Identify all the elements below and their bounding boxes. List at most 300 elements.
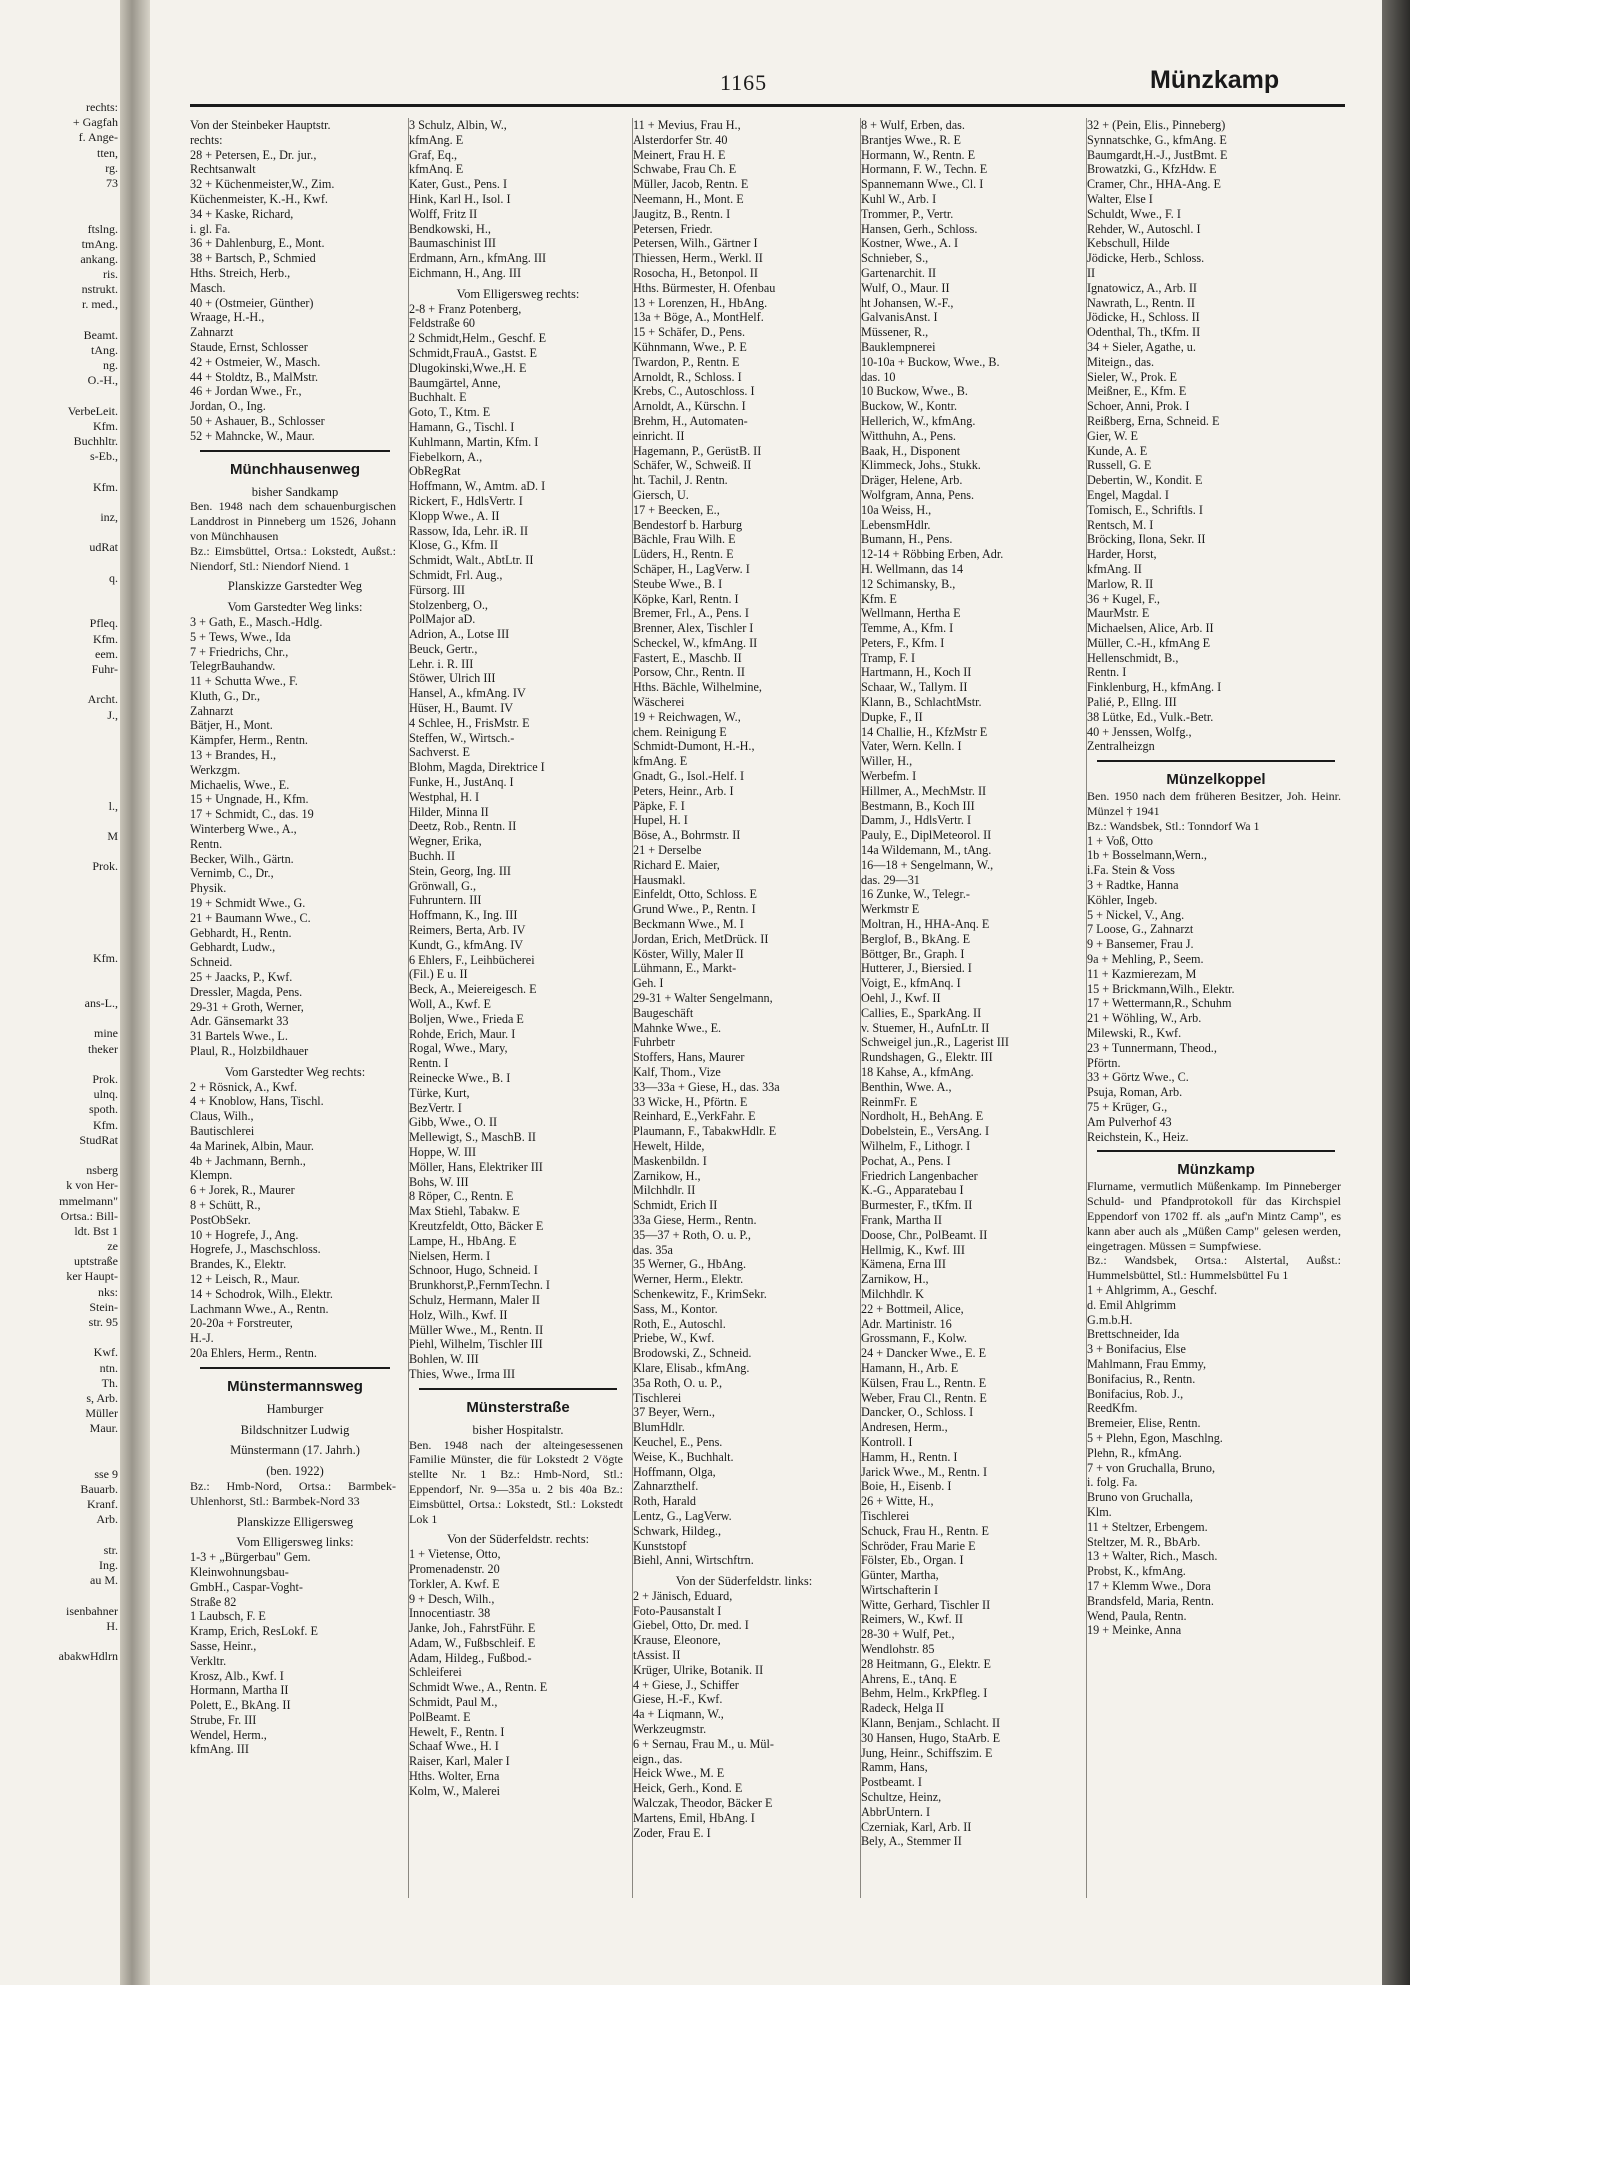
directory-entry: Kämena, Erna III	[861, 1257, 946, 1272]
facing-page-line: ldt. Bst 1	[74, 1223, 118, 1238]
directory-entry: Baumgärtel, Anne,	[409, 375, 501, 390]
facing-page-line	[0, 1330, 118, 1345]
directory-entry: Beckmann Wwe., M. I	[633, 917, 744, 932]
directory-entry: Dräger, Helene, Arb.	[861, 473, 963, 488]
facing-page-line: sse 9	[94, 1466, 118, 1481]
facing-page-line: + Gagfah	[72, 115, 118, 130]
street-heading: Münchhausenweg	[229, 460, 360, 478]
directory-entry: Kalf, Thom., Vize	[633, 1065, 721, 1079]
directory-entry: 52 + Mahncke, W., Maur.	[190, 428, 315, 443]
facing-page-line: Kfm.	[93, 631, 118, 646]
facing-page-line: r. med.,	[82, 297, 118, 312]
directory-entry: 40 + (Ostmeier, Günther)	[190, 295, 314, 310]
facing-page-line: J.,	[107, 707, 118, 722]
directory-entry: Tomisch, E., Schriftls. I	[1087, 502, 1203, 517]
directory-entry: Klare, Elisab., kfmAng.	[633, 1360, 750, 1375]
facing-page-line: nstrukt.	[81, 282, 118, 297]
facing-page-line: l.,	[108, 798, 118, 813]
directory-entry: Radeck, Helga II	[861, 1701, 944, 1716]
facing-page-line	[0, 981, 118, 996]
directory-entry: Müssener, R.,	[861, 325, 929, 340]
directory-entry: ReedKfm.	[1087, 1401, 1138, 1416]
directory-entry: 6 Ehlers, F., Leihbücherei	[409, 952, 535, 967]
directory-entry: Holz, Wilh., Kwf. II	[409, 1307, 508, 1322]
directory-entry: kfmAng. E	[633, 754, 688, 769]
directory-entry: Brehm, H., Automaten-	[633, 413, 748, 428]
directory-entry: Temme, A., Kfm. I	[861, 621, 954, 636]
directory-entry: Peters, F., Kfm. I	[861, 635, 945, 650]
directory-entry: Rehder, W., Autoschl. I	[1087, 221, 1201, 236]
directory-entry: 2-8 + Franz Potenberg,	[409, 301, 522, 316]
facing-page-line: uptstraße	[74, 1254, 118, 1269]
directory-entry: 17 + Beecken, E.,	[633, 502, 720, 517]
directory-entry: 16—18 + Sengelmann, W.,	[861, 857, 994, 872]
facing-page-line: rechts:	[86, 100, 118, 114]
directory-entry: 1 + Ahlgrimm, A., Geschf.	[1087, 1282, 1218, 1297]
directory-entry: Kater, Gust., Pens. I	[409, 177, 508, 192]
facing-page-line: StudRat	[79, 1132, 118, 1147]
directory-entry: Michaelsen, Alice, Arb. II	[1087, 621, 1214, 636]
directory-entry: Walczak, Theodor, Bäcker E	[633, 1796, 773, 1811]
directory-entry: Zahnarzt	[190, 703, 234, 718]
directory-entry: Kreutzfeldt, Otto, Bäcker E	[409, 1218, 544, 1233]
directory-entry: Klann, B., SchlachtMstr.	[861, 695, 982, 710]
directory-entry: Mahnke Wwe., E.	[633, 1020, 722, 1035]
directory-entry: Bestmann, B., Koch III	[861, 798, 975, 813]
directory-entry: Brandes, K., Elektr.	[190, 1257, 287, 1272]
street-subheading: Planskizze Garstedter Weg	[227, 579, 363, 594]
directory-entry: Kontroll. I	[861, 1434, 913, 1449]
directory-entry: Klm.	[1087, 1504, 1112, 1519]
directory-entry: 33—33a + Giese, H., das. 33a	[633, 1079, 780, 1094]
directory-entry: 21 + Baumann Wwe., C.	[190, 910, 311, 925]
directory-entry: Zarnikow, H.,	[861, 1272, 929, 1287]
facing-page-line	[0, 723, 118, 738]
directory-entry: Hths. Bürmester, H. Ofenbau	[633, 280, 776, 295]
directory-entry: Thies, Wwe., Irma III	[409, 1366, 516, 1381]
directory-entry: Wendel, Herm.,	[190, 1727, 267, 1742]
directory-entry: Moltran, H., HHA-Anq. E	[861, 917, 990, 932]
directory-entry: Bruno von Gruchalla,	[1087, 1490, 1193, 1505]
directory-entry: 3 Schulz, Albin, W.,	[409, 118, 507, 132]
directory-entry: Kundt, G., kfmAng. IV	[409, 937, 524, 952]
directory-entry: Köhler, Ingeb.	[1087, 892, 1158, 907]
directory-entry: Hutterer, J., Biersied. I	[861, 961, 972, 976]
directory-entry: Witthuhn, A., Pens.	[861, 428, 956, 443]
directory-entry: Rundshagen, G., Elektr. III	[861, 1050, 993, 1065]
directory-entry: 4 + Knoblow, Hans, Tischl.	[190, 1094, 324, 1109]
directory-entry: Hormann, W., Rentn. E	[861, 147, 976, 162]
directory-entry: 9a + Mehling, P., Seem.	[1087, 952, 1204, 967]
facing-page-line: Beamt.	[83, 327, 118, 342]
directory-entry: Rentn. I	[1087, 665, 1127, 680]
directory-entry: 12 Schimansky, B.,	[861, 576, 956, 591]
directory-entry: 33a Giese, Herm., Rentn.	[633, 1212, 757, 1227]
directory-entry: Gibb, Wwe., O. II	[409, 1115, 498, 1130]
directory-entry: einricht. II	[633, 428, 685, 443]
directory-entry: Winterberg Wwe., A.,	[190, 822, 297, 837]
directory-entry: Nawrath, L., Rentn. II	[1087, 295, 1195, 310]
directory-entry: Bonifacius, R., Rentn.	[1087, 1371, 1196, 1386]
directory-entry: ht. Tachil, J. Rentn.	[633, 473, 728, 488]
directory-entry: Hewelt, Hilde,	[633, 1138, 705, 1153]
directory-entry: Zahnarzthelf.	[633, 1479, 699, 1494]
directory-entry: Rohde, Erich, Maur. I	[409, 1026, 516, 1041]
facing-page-line	[0, 768, 118, 783]
directory-entry: 36 + Kugel, F.,	[1087, 591, 1160, 606]
directory-entry: Hamann, H., Arb. E	[861, 1360, 959, 1375]
directory-entry: Richard E. Maier,	[633, 857, 720, 872]
directory-entry: Cramer, Chr., HHA-Ang. E	[1087, 177, 1221, 192]
directory-entry: Arnoldt, A., Kürschn. I	[633, 399, 746, 414]
section-rule	[419, 1388, 617, 1390]
directory-entry: Synnatschke, G., kfmAng. E	[1087, 132, 1227, 147]
directory-entry: Wäscherei	[633, 695, 685, 710]
directory-entry: 5 + Tews, Wwe., Ida	[190, 629, 291, 644]
directory-entry: Mellewigt, S., MaschB. II	[409, 1130, 536, 1145]
directory-entry: kfmAng. II	[1087, 561, 1142, 576]
directory-entry: 17 + Wettermann,R., Schuhm	[1087, 996, 1232, 1011]
directory-entry: Foto-Pausanstalt I	[633, 1603, 722, 1618]
directory-entry: Gier, W. E	[1087, 428, 1138, 443]
directory-entry: 37 Beyer, Wern.,	[633, 1405, 715, 1420]
street-heading: Münzkamp	[1177, 1161, 1255, 1179]
street-heading: Münsterstraße	[466, 1398, 570, 1416]
facing-page-line: Kwf.	[93, 1345, 118, 1360]
directory-entry: Klimmeck, Johs., Stukk.	[861, 458, 981, 473]
directory-entry: Witte, Gerhard, Tischler II	[861, 1597, 991, 1612]
directory-entry: Ahrens, E., tAnq. E	[861, 1671, 957, 1686]
directory-entry: Miteign., das.	[1087, 354, 1155, 369]
directory-entry: i.Fa. Stein & Voss	[1087, 863, 1175, 878]
directory-entry: Jarick Wwe., M., Rentn. I	[861, 1464, 988, 1479]
street-note: Ben. 1950 nach dem früheren Besitzer, Joh. Heinr. Münzel † 1941	[1087, 789, 1341, 819]
directory-entry: G.m.b.H.	[1087, 1312, 1133, 1327]
directory-entry: Hansen, Gerh., Schloss.	[861, 221, 978, 236]
directory-entry: TelegrBauhandw.	[190, 659, 276, 674]
directory-entry: Harder, Horst,	[1087, 547, 1157, 562]
facing-page-line: Th.	[101, 1375, 118, 1390]
directory-entry: Steltzer, M. R., BbArb.	[1087, 1534, 1201, 1549]
facing-page-line: ng.	[103, 358, 118, 373]
facing-page-line	[0, 1011, 118, 1026]
facing-page-line: rg.	[105, 160, 118, 175]
directory-entry: 13 + Brandes, H.,	[190, 748, 277, 763]
directory-entry: 32 + (Pein, Elis., Pinneberg)	[1087, 118, 1226, 132]
directory-entry: Nordholt, H., BehAng. E	[861, 1109, 984, 1124]
facing-page-line: q.	[109, 570, 118, 585]
directory-entry: Steube Wwe., B. I	[633, 576, 723, 591]
directory-entry: Bumann, H., Pens.	[861, 532, 953, 547]
facing-page-line: Kfm.	[93, 950, 118, 965]
directory-entry: Boie, H., Eisenb. I	[861, 1479, 952, 1494]
directory-entry: Reinhard, E.,VerkFahr. E	[633, 1109, 756, 1124]
directory-entry: Bely, A., Stemmer II	[861, 1834, 962, 1849]
street-note: Ben. 1948 nach der alteingesessenen Familie Münster, die für Lokstedt 2 Vögte stellte Nr. 1 Bz.: Hmb-Nord, Stl.: Eppendorf, Nr. 9—35a u. 2 bis 40a Bz.: Eimsbüttel, Ortsa.: Lokstedt, Stl.: Lokstedt Lok 1	[409, 1437, 623, 1526]
facing-page-line	[0, 753, 118, 768]
directory-entry: 25 + Jaacks, P., Kwf.	[190, 970, 293, 985]
directory-entry: Verkltr.	[190, 1653, 227, 1668]
directory-entry: Päpke, F. I	[633, 798, 685, 813]
directory-entry: Plaul, R., Holzbildhauer	[190, 1044, 309, 1059]
facing-page-line: Kfm.	[93, 418, 118, 433]
facing-page-line: s, Arb.	[86, 1390, 118, 1405]
directory-entry: 1 + Vietense, Otto,	[409, 1547, 501, 1562]
directory-entry: Polett, E., BkAng. II	[190, 1698, 291, 1713]
directory-entry: 10 Buckow, Wwe., B.	[861, 384, 968, 399]
directory-entry: Fuhruntern. III	[409, 893, 482, 908]
directory-entry: Schmidt,FrauA., Gastst. E	[409, 345, 537, 360]
directory-entry: Frank, Martha II	[861, 1212, 942, 1227]
directory-entry: Adam, W., Fußbschleif. E	[409, 1635, 536, 1650]
facing-page-line: Müller	[85, 1406, 118, 1421]
column-1	[190, 118, 400, 1898]
directory-entry: Wellmann, Hertha E	[861, 606, 961, 621]
directory-entry: Adam, Hildeg., Fußbod.-	[409, 1650, 532, 1665]
directory-entry: 33 Wicke, H., Pförtn. E	[633, 1094, 748, 1109]
directory-entry: 35a Roth, O. u. P.,	[633, 1375, 723, 1390]
directory-entry: Kunststopf	[633, 1538, 687, 1553]
directory-entry: 11 + Mevius, Frau H.,	[633, 118, 741, 132]
directory-entry: Küchenmeister, K.-H., Kwf.	[190, 191, 328, 206]
directory-entry: Stoffers, Hans, Maurer	[633, 1050, 745, 1065]
directory-entry: Buckow, W., Kontr.	[861, 399, 958, 414]
directory-entry: 29-31 + Groth, Werner,	[190, 999, 304, 1014]
directory-entry: Schmidt-Dumont, H.-H.,	[633, 739, 755, 754]
directory-entry: Rechtsanwalt	[190, 162, 256, 177]
directory-entry: Berglof, B., BkAng. E	[861, 931, 971, 946]
directory-entry: Krüger, Ulrike, Botanik. II	[633, 1662, 764, 1677]
directory-entry: Grönwall, G.,	[409, 878, 477, 893]
directory-entry: Klann, Benjam., Schlacht. II	[861, 1716, 1001, 1731]
street-note: Flurname, vermutlich Müßenkamp. Im Pinneberger Schuld- und Pfandprotokoll für das Kirchspiel Eppendorf von 1702 ff. als „auf'n Mintz Camp", es kann aber auch als „Müßen Camp" gelesen werden, eingetragen. Müssen = Sumpfwiese.	[1087, 1179, 1341, 1253]
directory-entry: Bröcking, Ilona, Sekr. II	[1087, 532, 1206, 547]
directory-entry: 36 + Dahlenburg, E., Mont.	[190, 236, 325, 251]
directory-entry: ReinmFr. E	[861, 1094, 918, 1109]
facing-page-line	[0, 677, 118, 692]
directory-entry: Hansel, A., kfmAng. IV	[409, 686, 526, 701]
directory-entry: Stöwer, Ulrich III	[409, 671, 496, 686]
directory-entry: 23 + Tunnermann, Theod.,	[1087, 1040, 1217, 1055]
directory-entry: Ignatowicz, A., Arb. II	[1087, 280, 1197, 295]
directory-entry: Hths. Wolter, Erna	[409, 1769, 500, 1784]
directory-entry: Milchhdlr. K	[861, 1286, 924, 1301]
directory-entry: 2 + Jänisch, Eduard,	[633, 1588, 733, 1603]
directory-entry: Schoer, Anni, Prok. I	[1087, 399, 1190, 414]
directory-entry: 20-20a + Forstreuter,	[190, 1316, 293, 1331]
street-note: Bz.: Hmb-Nord, Ortsa.: Barmbek-Uhlenhorst, Stl.: Barmbek-Nord 33	[190, 1478, 396, 1508]
facing-page-line: abakwHdlrn	[58, 1649, 118, 1664]
facing-page-line: O.-H.,	[87, 373, 118, 388]
directory-entry: Rogal, Wwe., Mary,	[409, 1041, 508, 1056]
directory-entry: Böse, A., Bohrmstr. II	[633, 828, 741, 843]
directory-entry: GmbH., Caspar-Voght-	[190, 1579, 303, 1594]
facing-page-line: ans-L.,	[84, 996, 118, 1011]
directory-entry: Mahlmann, Frau Emmy,	[1087, 1356, 1207, 1371]
directory-entry: Milchhdlr. II	[633, 1183, 696, 1198]
directory-entry: 19 + Meinke, Anna	[1087, 1623, 1182, 1638]
directory-entry: Hilder, Minna II	[409, 804, 489, 819]
directory-entry: Gebhardt, H., Rentn.	[190, 925, 292, 940]
directory-entry: Kleinwohnungsbau-	[190, 1564, 289, 1579]
directory-entry: i. gl. Fa.	[190, 221, 231, 236]
directory-entry: Jordan, O., Ing.	[190, 399, 266, 414]
directory-entry: Hoppe, W. III	[409, 1144, 477, 1159]
directory-entry: i. folg. Fa.	[1087, 1475, 1138, 1490]
directory-entry: Hüser, H., Baumt. IV	[409, 701, 514, 716]
directory-entry: Probst, K., kfmAng.	[1087, 1564, 1186, 1579]
directory-entry: Klopp Wwe., A. II	[409, 508, 500, 523]
directory-entry: Debertin, W., Kondit. E	[1087, 473, 1203, 488]
directory-entry: Damm, J., HdlsVertr. I	[861, 813, 972, 828]
directory-entry: Schneid.	[190, 955, 233, 970]
directory-entry: Bendestorf b. Harburg	[633, 517, 743, 532]
directory-entry: Hoffmann, K., Ing. III	[409, 908, 518, 923]
directory-entry: Plehn, R., kfmAng.	[1087, 1445, 1182, 1460]
directory-entry: Hormann, Martha II	[190, 1683, 289, 1698]
directory-entry: PolMajor aD.	[409, 612, 476, 627]
directory-entry: Schmidt, Paul M.,	[409, 1695, 498, 1710]
directory-entry: Wend, Paula, Rentn.	[1087, 1608, 1187, 1623]
facing-page-line	[0, 556, 118, 571]
directory-entry: Wolfgram, Anna, Pens.	[861, 487, 975, 502]
directory-entry: Hupel, H. I	[633, 813, 688, 828]
directory-entry: Schultze, Heinz,	[861, 1790, 942, 1805]
directory-entry: K.-G., Apparatebau I	[861, 1183, 964, 1198]
directory-entry: Jordan, Erich, MetDrück. II	[633, 931, 769, 946]
directory-entry: Tischlerei	[633, 1390, 682, 1405]
directory-entry: 11 + Schutta Wwe., F.	[190, 674, 298, 689]
directory-entry: Janke, Joh., FahrstFühr. E	[409, 1621, 536, 1636]
directory-entry: Neemann, H., Mont. E	[633, 191, 744, 206]
directory-entry: Raiser, Karl, Maler I	[409, 1754, 510, 1769]
directory-entry: Rentn.	[190, 836, 223, 851]
street-subheading: Von der Süderfeldstr. rechts:	[446, 1532, 590, 1547]
directory-entry: Schäper, H., LagVerw. I	[633, 561, 750, 576]
directory-entry: Benthin, Wwe. A.,	[861, 1079, 952, 1094]
directory-entry: Giese, H.-F., Kwf.	[633, 1692, 723, 1707]
directory-entry: Kluth, G., Dr.,	[190, 688, 261, 703]
facing-page-line	[0, 191, 118, 206]
directory-entry: Ramm, Hans,	[861, 1760, 928, 1775]
directory-entry: Dressler, Magda, Pens.	[190, 984, 303, 999]
directory-entry: Walter, Else I	[1087, 191, 1153, 206]
directory-entry: 14 Challie, H., KfzMstr E	[861, 724, 988, 739]
directory-entry: Zahnarzt	[190, 325, 234, 340]
directory-entry: Heick, Gerh., Kond. E	[633, 1781, 743, 1796]
directory-entry: 11 + Kazmierezam, M	[1087, 966, 1197, 981]
directory-entry: Bremer, Frl., A., Pens. I	[633, 606, 749, 621]
directory-entry: Brunkhorst,P.,FernmTechn. I	[409, 1278, 550, 1293]
directory-entry: Weise, K., Buchhalt.	[633, 1449, 734, 1464]
facing-page-line	[0, 1148, 118, 1163]
facing-page-line: ntn.	[99, 1360, 118, 1375]
directory-entry: PostObSekr.	[190, 1212, 251, 1227]
directory-entry: Czerniak, Karl, Arb. II	[861, 1819, 972, 1834]
directory-entry: 8 + Wulf, Erben, das.	[861, 118, 965, 132]
directory-entry: Giersch, U.	[633, 487, 689, 502]
directory-entry: Innocentiastr. 38	[409, 1606, 491, 1621]
facing-page-line: ankang.	[80, 251, 118, 266]
directory-entry: 8 + Schütt, R.,	[190, 1197, 261, 1212]
directory-entry: 4 Schlee, H., FrisMstr. E	[409, 715, 530, 730]
directory-entry: 20a Ehlers, Herm., Rentn.	[190, 1345, 317, 1360]
facing-page-line: Archt.	[87, 692, 118, 707]
directory-entry: Müller Wwe., M., Rentn. II	[409, 1322, 544, 1337]
facing-page-line: tAng.	[91, 343, 118, 357]
directory-entry: Baumaschinist III	[409, 236, 496, 251]
facing-page-line: Prok.	[92, 1072, 118, 1086]
facing-page-line: Kfm.	[93, 479, 118, 494]
directory-entry: Krause, Eleonore,	[633, 1633, 721, 1648]
facing-page-line: ulnq.	[93, 1087, 118, 1102]
directory-entry: Gnadt, G., Isol.-Helf. I	[633, 769, 745, 784]
directory-entry: Zentralheizgn	[1087, 739, 1155, 754]
facing-page-line	[0, 601, 118, 616]
facing-page-line: ris.	[103, 267, 118, 282]
directory-entry: Meinert, Frau H. E	[633, 147, 726, 162]
directory-entry: Bonifacius, Rob. J.,	[1087, 1386, 1184, 1401]
directory-entry: 12-14 + Röbbing Erben, Adr.	[861, 547, 1004, 562]
directory-entry: 1b + Bosselmann,Wern.,	[1087, 848, 1207, 863]
directory-entry: Trommer, P., Vertr.	[861, 206, 954, 221]
facing-page-line: inz,	[100, 510, 118, 525]
directory-entry: Hormann, F. W., Techn. E	[861, 162, 988, 177]
directory-entry: Behm, Helm., KrkPfleg. I	[861, 1686, 988, 1701]
facing-page-line	[0, 966, 118, 981]
directory-entry: Klempn.	[190, 1168, 233, 1183]
directory-entry: 7 + von Gruchalla, Bruno,	[1087, 1460, 1216, 1475]
directory-entry: 50 + Ashauer, B., Schlosser	[190, 413, 325, 428]
directory-entry: 46 + Jordan Wwe., Fr.,	[190, 384, 302, 399]
directory-entry: Hths. Bächle, Wilhelmine,	[633, 680, 762, 695]
directory-entry: Dlugokinski,Wwe.,H. E	[409, 360, 527, 375]
directory-entry: Am Pulverhof 43	[1087, 1114, 1172, 1129]
street-heading: Münzelkoppel	[1166, 771, 1266, 789]
facing-page-line: Arb.	[96, 1512, 118, 1527]
directory-entry: 21 + Wöhling, W., Arb.	[1087, 1011, 1202, 1026]
directory-entry: Schwabe, Frau Ch. E	[633, 162, 737, 177]
directory-entry: MaurMstr. E	[1087, 606, 1150, 621]
directory-entry: chem. Reinigung E	[633, 724, 727, 739]
directory-entry: 4 + Giese, J., Schiffer	[633, 1677, 739, 1692]
facing-page-line: H.	[106, 1618, 118, 1633]
facing-page-line	[0, 313, 118, 328]
directory-entry: ObRegRat	[409, 464, 461, 479]
directory-entry: Boljen, Wwe., Frieda E	[409, 1011, 524, 1026]
directory-entry: 22 + Bottmeil, Alice,	[861, 1301, 964, 1316]
directory-entry: Alsterdorfer Str. 40	[633, 132, 728, 147]
directory-entry: Kühnmann, Wwe., P. E	[633, 339, 747, 354]
directory-entry: Hewelt, F., Rentn. I	[409, 1724, 505, 1739]
directory-entry: 21 + Derselbe	[633, 843, 702, 858]
directory-entry: Klose, G., Kfm. II	[409, 538, 499, 553]
directory-entry: 19 + Reichwagen, W.,	[633, 709, 741, 724]
directory-entry: Heick Wwe., M. E	[633, 1766, 725, 1781]
column-4	[860, 118, 1081, 1898]
facing-page-line: s-Eb.,	[90, 449, 118, 464]
directory-entry: kfmAng. III	[190, 1742, 249, 1757]
directory-entry: 15 + Ungnade, H., Kfm.	[190, 792, 309, 807]
directory-entry: 10 + Hogrefe, J., Ang.	[190, 1227, 299, 1242]
directory-entry: Rosocha, H., Betonpol. II	[633, 265, 758, 280]
directory-entry: Buchhalt. E	[409, 390, 467, 405]
facing-page-line	[0, 1634, 118, 1649]
directory-entry: Külsen, Frau L., Rentn. E	[861, 1375, 987, 1390]
facing-page-line	[0, 465, 118, 480]
directory-entry: 44 + Stoldtz, B., MalMstr.	[190, 369, 319, 384]
directory-entry: Petersen, Wilh., Gärtner I	[633, 236, 758, 251]
